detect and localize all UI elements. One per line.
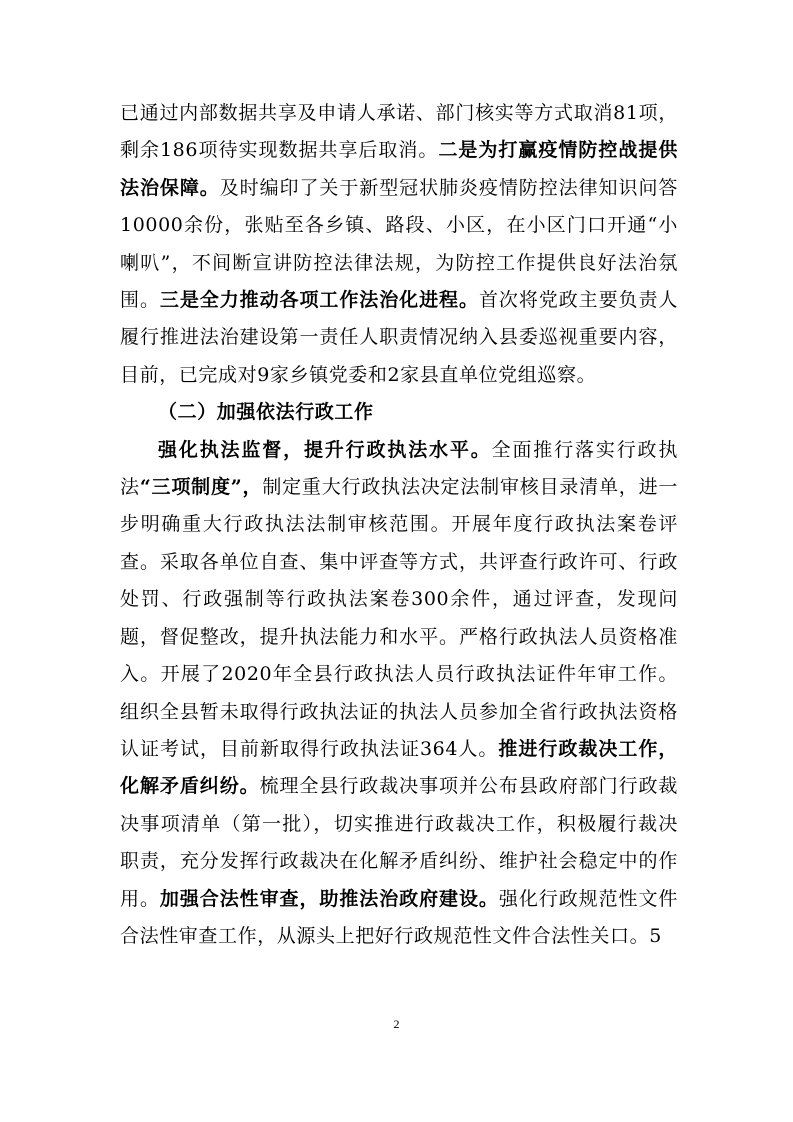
paragraph-text: 强化行政规范性文件合法性审查工作，从源头上把好行政规范性文件合法性关口。5 <box>120 887 679 947</box>
bold-lead-phrase: 强化执法监督，提升行政执法水平。 <box>158 438 492 461</box>
body-text <box>120 95 678 955</box>
section-heading: （二）加强依法行政工作 <box>158 401 374 424</box>
paragraph-text: 全面推行落实行政执法 <box>120 438 678 499</box>
paragraph-text: 制定重大行政执法决定法制审核目录清单，进一步明确重大行政执法法制审核范围。开展年度行政执法案卷评查。采取各单位自查、集中评查等方式，共评查行政许可、行政处罚、行政强制等行政执法案卷300余件，通过评查，发现问题，督促整改，提升执法能力和水平。严格行政执法人员资格准入。开展了2020年全县行政执法人员行政执法证件年审工作。组织全县暂未取得行政执法证的执法人员参加全省行政执法资格认证考试，目前新取得行政执法证364人。 <box>120 476 678 760</box>
bold-lead-phrase: 推进行政裁决工作，化解矛盾纠纷。 <box>120 737 678 798</box>
paragraph-administration <box>120 432 678 956</box>
bold-lead-phrase: 三是全力推动各项工作法治化进程。 <box>159 289 479 312</box>
paragraph-continuation <box>120 95 678 394</box>
paragraph-text: 已通过内部数据共享及申请人承诺、部门核实等方式取消81项，剩余186项待实现数据共享后取消。 <box>120 102 678 162</box>
page-number: 2 <box>393 1017 400 1031</box>
paragraph-text: 及时编印了关于新型冠状肺炎疫情防控法律知识问答10000余份，张贴至各乡镇、路段、小区，在小区门口开通“小喇叭”，不间断宣讲防控法律法规，为防控工作提供良好法治氛围。 <box>120 176 678 312</box>
bold-lead-phrase: 加强合法性审查，助推法治政府建设。 <box>159 887 499 910</box>
paragraph-text: 首次将党政主要负责人履行推进法治建设第一责任人职责情况纳入县委巡视重要内容，目前，已完成对9家乡镇党委和2家县直单位党组巡察。 <box>120 289 678 386</box>
bold-lead-phrase: “三项制度”， <box>139 476 263 499</box>
paragraph-text: 梳理全县行政裁决事项并公布县政府部门行政裁决事项清单（第一批），切实推进行政裁决工作，积极履行裁决职责，充分发挥行政裁决在化解矛盾纠纷、维护社会稳定中的作用。 <box>120 775 679 910</box>
bold-lead-phrase: 二是为打赢疫情防控战提供法治保障。 <box>120 139 679 199</box>
